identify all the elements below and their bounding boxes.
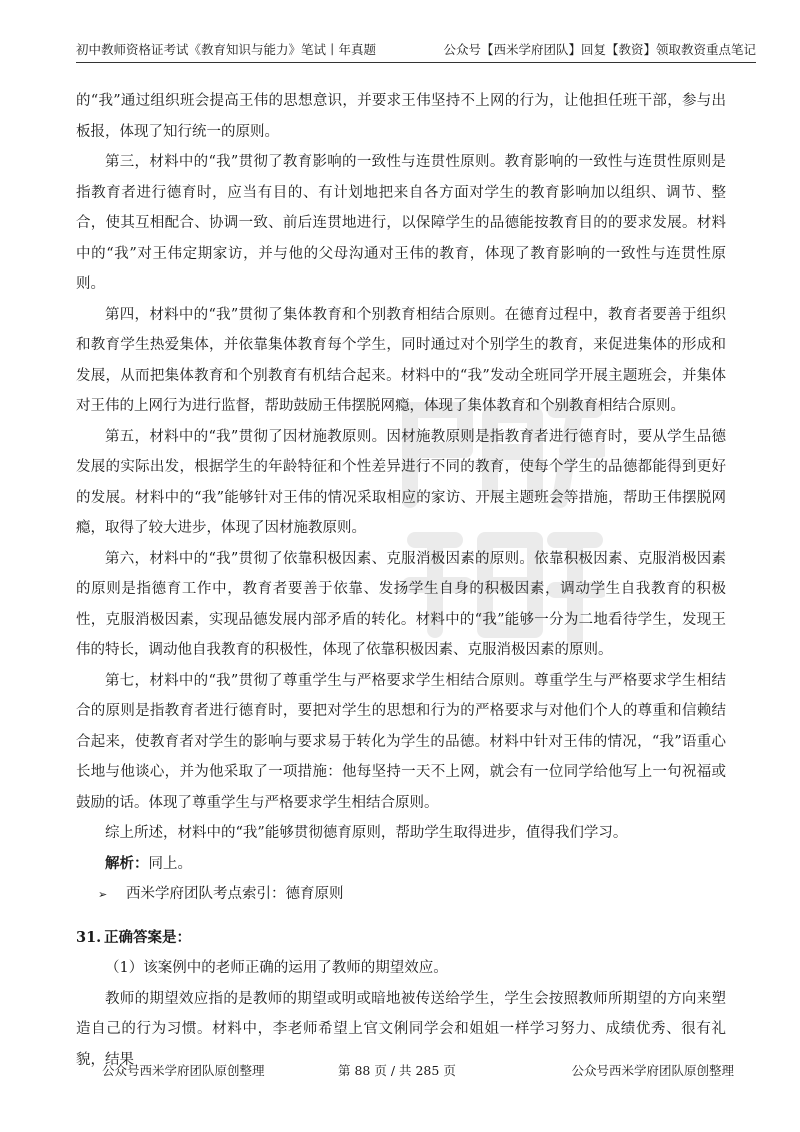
header-title: 初中教师资格证考试《教育知识与能力》笔试丨年真题 [76, 42, 377, 57]
question-31-heading [76, 923, 726, 954]
paragraph-principle-3: 第三，材料中的“我”贯彻了教育影响的一致性与连贯性原则。教育影响的一致性与连贯性原则是指教育者进行德育时，应当有目的、有计划地把来自各方面对学生的教育影响加以组织、调节、整合，使其互相配合、协调一致、前后连贯地进行，以保障学生的品德能按教育目的的要求发展。材料中的“我”对王伟定期家访，并与他的父母沟通对王伟的教育，体现了教育影响的一致性与连贯性原则。 [76, 154, 726, 292]
paragraph-principle-5: 第五，材料中的“我”贯彻了因材施教原则。因材施教原则是指教育者进行德育时，要从学生品德发展的实际出发，根据学生的年龄特征和个性差异进行不同的教育，使每个学生的品德都能得到更好的发展。材料中的“我”能够针对王伟的情况采取相应的家访、开展主题班会等措施，帮助王伟摆脱网瘾，取得了较大进步，体现了因材施教原则。 [76, 428, 726, 536]
page-footer [0, 1060, 800, 1082]
paragraph-principle-6: 第六，材料中的“我”贯彻了依靠积极因素、克服消极因素的原则。依靠积极因素、克服消极因素的原则是指德育工作中，教育者要善于依靠、发扬学生自身的积极因素，调动学生自我教育的积极性，克服消极因素，实现品德发展内部矛盾的转化。材料中的“我”能够一分为二地看待学生，发现王伟的特长，调动他自我教育的积极性，体现了依靠积极因素、克服消极因素的原则。 [76, 550, 726, 658]
question-31-point-1: （1）该案例中的老师正确的运用了教师的期望效应。 [105, 960, 448, 976]
page-content [76, 86, 726, 1075]
knowledge-point-text: 西米学府团队考点索引：德育原则 [126, 886, 344, 902]
paragraph-summary: 综上所述，材料中的“我”能够贯彻德育原则，帮助学生取得进步，值得我们学习。 [105, 825, 628, 841]
page-number: 第 88 页 / 共 285 页 [338, 1063, 456, 1078]
question-31-explanation: 教师的期望效应指的是教师的期望或明或暗地被传送给学生，学生会按照教师所期望的方向来塑造自己的行为习惯。材料中，李老师希望上官文俐同学会和姐姐一样学习努力、成绩优秀、很有礼貌，结果 [76, 990, 726, 1068]
analysis-text: 同上。 [148, 855, 192, 872]
footer-right: 公众号西米学府团队原创整理 [571, 1063, 734, 1078]
paragraph-principle-4: 第四，材料中的“我”贯彻了集体教育和个别教育相结合原则。在德育过程中，教育者要善于组织和教育学生热爱集体，并依靠集体教育每个学生，同时通过对个别学生的教育，来促进集体的形成和发展，从而把集体教育和个别教育有机结合起来。材料中的“我”发动全班同学开展主题班会，并集体对王伟的上网行为进行监督，帮助鼓励王伟摆脱网瘾，体现了集体教育和个别教育相结合原则。 [76, 306, 726, 414]
analysis-label: 解析： [105, 854, 149, 872]
page-header [76, 40, 756, 63]
footer-left: 公众号西米学府团队原创整理 [102, 1063, 265, 1078]
question-number: 31. [76, 928, 102, 946]
paragraph-continuation: 的“我”通过组织班会提高王伟的思想意识，并要求王伟坚持不上网的行为，让他担任班干部，参与出板报，体现了知行统一的原则。 [76, 93, 726, 140]
arrow-bullet-icon: ➢ [98, 888, 108, 901]
paragraph-principle-7: 第七，材料中的“我”贯彻了尊重学生与严格要求学生相结合原则。尊重学生与严格要求学生相结合的原则是指教育者进行德育时，要把对学生的思想和行为的严格要求与对他们个人的尊重和信赖结合起来，使教育者对学生的影响与要求易于转化为学生的品德。材料中针对王伟的情况，“我”语重心长地与他谈心，并为他采取了一项措施：他每坚持一天不上网，就会有一位同学给他写上一句祝福或鼓励的话。体现了尊重学生与严格要求学生相结合原则。 [76, 672, 726, 811]
question-answer-label: 正确答案是： [104, 928, 191, 946]
knowledge-point-line [76, 879, 726, 911]
analysis-line [76, 849, 726, 880]
header-promo: 公众号【西米学府团队】回复【教资】领取教资重点笔记 [443, 42, 756, 57]
